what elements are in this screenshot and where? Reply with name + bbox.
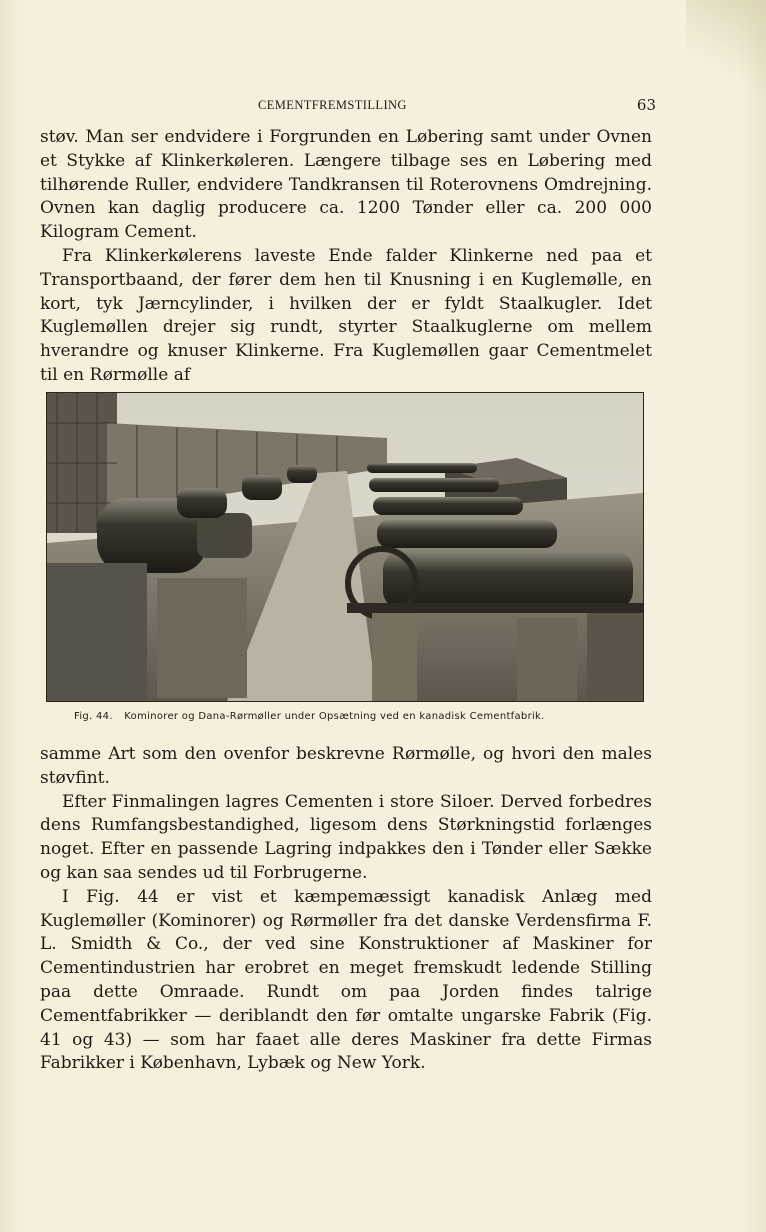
figure-photo (46, 392, 644, 702)
paragraph: samme Art som den ovenfor beskrevne Rørmølle, og hvori den males støvfint. (40, 744, 652, 788)
page-header (40, 96, 656, 118)
body-text-bottom (40, 743, 652, 1076)
paragraph: Efter Finmalingen lagres Cementen i store Siloer. Derved forbedres dens Rumfangsbestandighed, ligesom dens Størkningstid forlænges noget. Efter en passende Lagring indpakkes den i Tønder eller Sække og kan saa sendes ud til Forbrugerne. (40, 791, 652, 883)
page-number: 63 (636, 96, 656, 114)
paragraph: I Fig. 44 er vist et kæmpemæssigt kanadisk Anlæg med Kuglemøller (Kominorer) og Rørmøller fra det danske Verdensfirma F. L. Smidth & Co., der ved sine Konstruktioner af Maskiner for Cementindustrien har erobret en meget fremskudt ledende Stilling paa dette Omraade. Rundt om paa Jorden findes talrige Cementfabrikker — deriblandt den før omtalte ungarske Fabrik (Fig. 41 og 43) — som har faaet alle deres Maskiner fra dette Firmas Fabrikker i København, Lybæk og New York. (40, 886, 652, 1074)
figure-caption (74, 711, 634, 722)
page-corner-shading (686, 0, 766, 120)
paragraph: støv. Man ser endvidere i Forgrunden en Løbering samt under Ovnen et Stykke af Klinkerkøleren. Længere tilbage ses en Løbering med tilhørende Ruller, endvidere Tandkransen til Roterovnens Omdrejning. Ovnen kan daglig producere ca. 1200 Tønder eller ca. 200 000 Kilogram Cement. (40, 127, 652, 243)
figure-caption-text: Kominorer og Dana-Rørmøller under Opsætning ved en kanadisk Cementfabrik. (124, 711, 545, 722)
paragraph: Fra Klinkerkølerens laveste Ende falder Klinkerne ned paa et Transportbaand, der fører dem hen til Knusning i en Kuglemølle, en kort, tyk Jærncylinder, i hvilken der er fyldt Staalkugler. Idet Kuglemøllen drejer sig rundt, styrter Staalkuglerne om mellem hverandre og knuser Klinkerne. Fra Kuglemøllen gaar Cementmelet til en Rørmølle af (40, 245, 652, 385)
mill-photo-illustration (47, 393, 643, 701)
running-title: CEMENTFREMSTILLING (258, 98, 407, 112)
body-text-top (40, 126, 652, 388)
figure-number: Fig. 44. (74, 711, 113, 722)
